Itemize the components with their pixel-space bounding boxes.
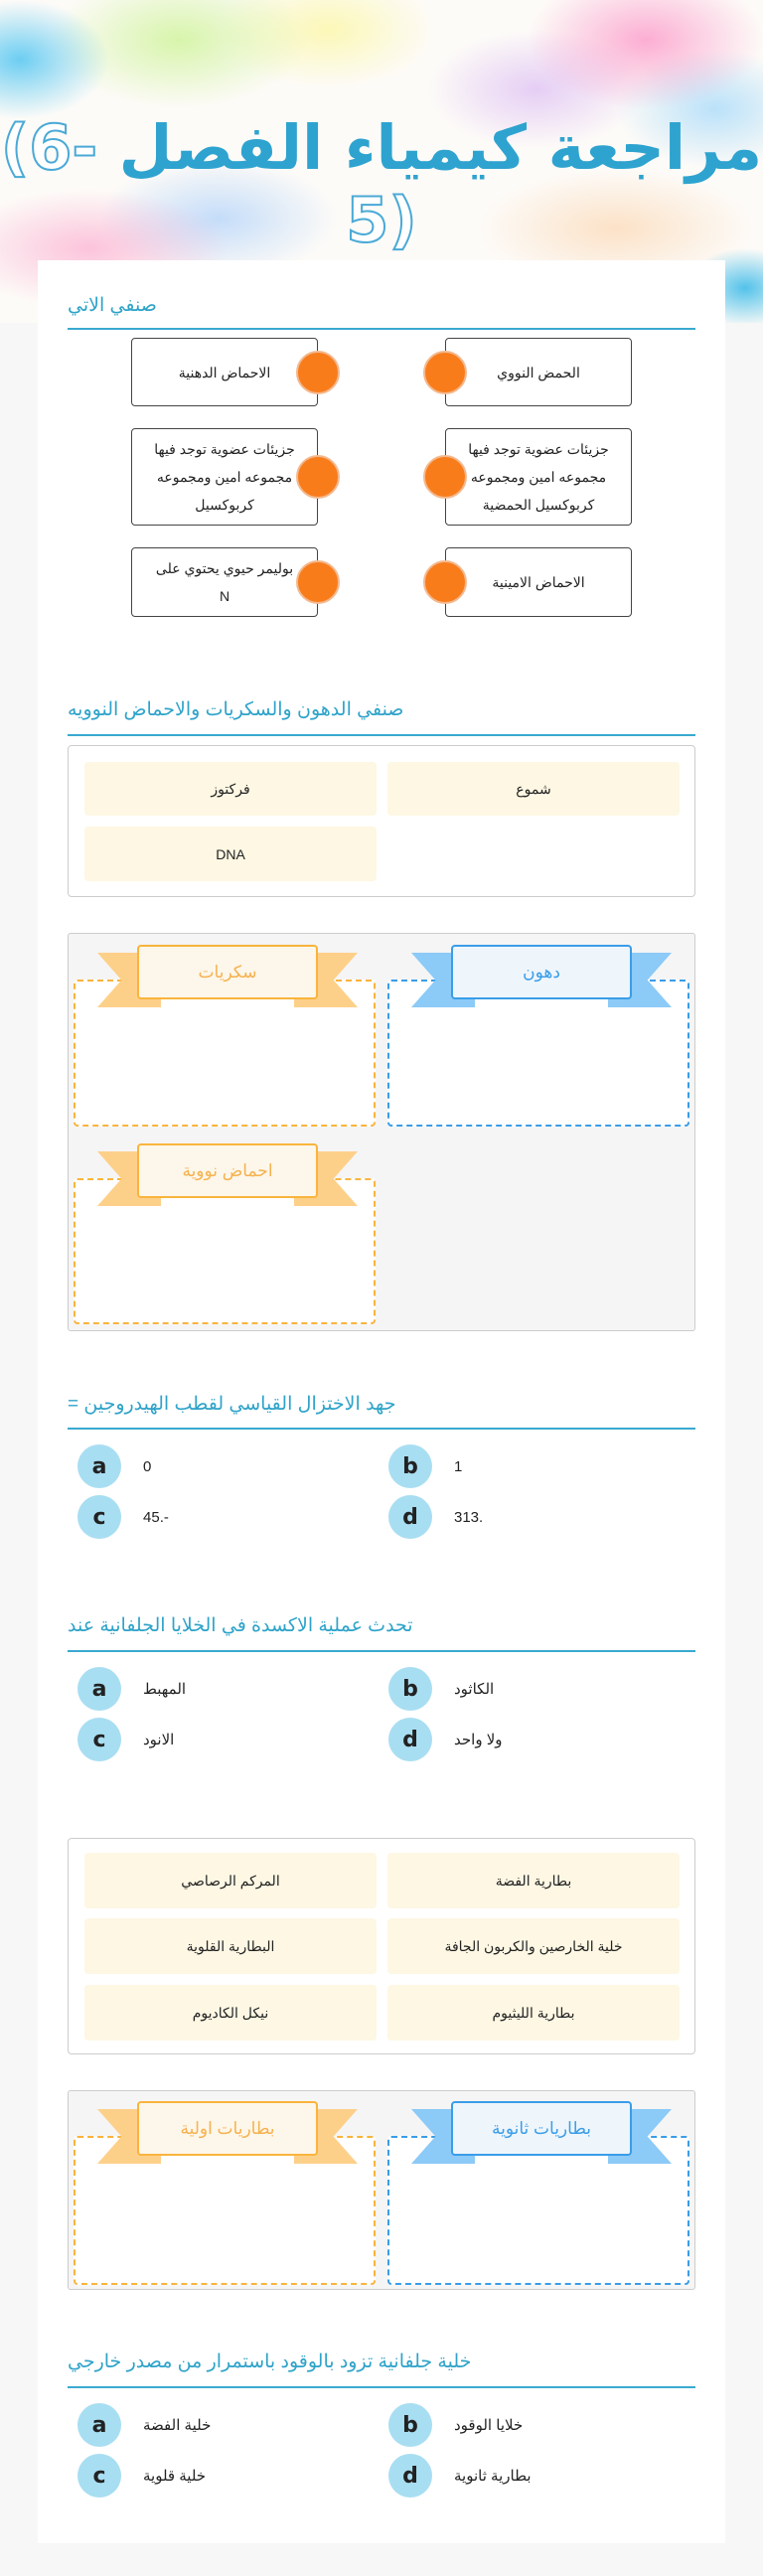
option-letter: b	[388, 2403, 432, 2447]
draggable-item[interactable]: المركم الرصاصي	[84, 1853, 377, 1908]
option-b[interactable]	[388, 1667, 494, 1711]
match-right-item[interactable]: الحمض النووي	[445, 338, 632, 406]
option-d[interactable]	[388, 1495, 483, 1539]
match-connector-dot[interactable]	[296, 560, 340, 604]
option-letter: b	[388, 1667, 432, 1711]
option-text: 0	[143, 1457, 152, 1475]
question-heading: صنفي الدهون والسكريات والاحماض النوويه	[68, 699, 404, 720]
draggable-item[interactable]: بطارية الليثيوم	[387, 1985, 680, 2041]
match-left-item[interactable]: الاحماض الدهنية	[131, 338, 318, 406]
option-text: -.45	[143, 1508, 169, 1526]
match-connector-dot[interactable]	[423, 351, 467, 394]
chapter-range: (6-5)	[0, 111, 417, 256]
question-heading: تحدث عملية الاكسدة في الخلايا الجلفانية عند	[68, 1615, 413, 1636]
option-letter: c	[77, 1718, 121, 1761]
question-heading: جهد الاختزال القياسي لقطب الهيدروجين =	[68, 1394, 396, 1415]
option-text: الكاثود	[454, 1681, 495, 1698]
drop-bin-primary-batteries[interactable]	[74, 2118, 376, 2285]
divider	[68, 1428, 695, 1430]
drop-bin-secondary-batteries[interactable]	[387, 2118, 689, 2285]
option-d[interactable]	[388, 2454, 532, 2498]
category-label: بطاريات اولية	[137, 2101, 318, 2156]
draggable-item[interactable]: بطارية الفضة	[387, 1853, 680, 1908]
divider	[68, 2386, 695, 2388]
draggable-item[interactable]: البطارية القلوية	[84, 1918, 377, 1974]
match-connector-dot[interactable]	[423, 455, 467, 499]
option-b[interactable]	[388, 1444, 462, 1488]
draggable-item[interactable]: نيكل الكاديوم	[84, 1985, 377, 2041]
match-left-item[interactable]: بوليمر حيوي يحتوي على N	[131, 547, 318, 617]
question-heading: خلية جلفانية تزود بالوقود باستمرار من مصدر خارجي	[68, 2351, 472, 2372]
option-text: خلية قلوية	[143, 2468, 207, 2485]
draggable-item[interactable]: خلية الخارصين والكربون الجافة	[387, 1918, 680, 1974]
option-text: خلايا الوقود	[454, 2417, 524, 2434]
option-text: المهبط	[143, 1681, 187, 1698]
draggable-item[interactable]: DNA	[84, 827, 377, 881]
question-heading: صنفي الاتي	[68, 295, 157, 316]
option-letter: d	[388, 1495, 432, 1539]
option-d[interactable]	[388, 1718, 503, 1761]
option-letter: d	[388, 1718, 432, 1761]
divider	[68, 734, 695, 736]
option-c[interactable]	[77, 1495, 169, 1539]
category-label: بطاريات ثانوية	[451, 2101, 632, 2156]
page-title: مراجعة كيمياء الفصل (6-5)	[0, 111, 763, 256]
option-b[interactable]	[388, 2403, 523, 2447]
divider	[68, 328, 695, 330]
option-text: 1	[454, 1457, 463, 1475]
option-text: خلية الفضة	[143, 2417, 212, 2434]
option-a[interactable]	[77, 2403, 211, 2447]
option-text: الانود	[143, 1732, 175, 1748]
match-right-item[interactable]: الاحماض الامينية	[445, 547, 632, 617]
option-c[interactable]	[77, 1718, 174, 1761]
category-label: احماض نووية	[137, 1143, 318, 1198]
drop-bin-nucleic-acids[interactable]	[74, 1160, 376, 1324]
option-letter: b	[388, 1444, 432, 1488]
match-connector-dot[interactable]	[423, 560, 467, 604]
option-a[interactable]	[77, 1444, 151, 1488]
category-label: دهون	[451, 945, 632, 999]
match-connector-dot[interactable]	[296, 351, 340, 394]
option-text: بطارية ثانوية	[454, 2468, 532, 2485]
draggable-item[interactable]: شموع	[387, 762, 680, 816]
option-letter: a	[77, 1667, 121, 1711]
option-letter: d	[388, 2454, 432, 2498]
option-letter: a	[77, 1444, 121, 1488]
drop-bin-sugars[interactable]	[74, 962, 376, 1127]
match-connector-dot[interactable]	[296, 455, 340, 499]
option-text: ولا واحد	[454, 1732, 503, 1748]
option-letter: c	[77, 1495, 121, 1539]
draggable-item[interactable]: فركتوز	[84, 762, 377, 816]
option-a[interactable]	[77, 1667, 186, 1711]
category-label: سكريات	[137, 945, 318, 999]
drop-bin-fats[interactable]	[387, 962, 689, 1127]
match-left-item[interactable]: جزيئات عضوية توجد فيها مجموعه امين ومجموعه كربوكسيل	[131, 428, 318, 526]
match-right-item[interactable]: جزيئات عضوية توجد فيها مجموعه امين ومجموعه كربوكسيل الحمضية	[445, 428, 632, 526]
option-c[interactable]	[77, 2454, 206, 2498]
divider	[68, 1650, 695, 1652]
option-letter: a	[77, 2403, 121, 2447]
option-letter: c	[77, 2454, 121, 2498]
option-text: .313	[454, 1508, 484, 1526]
